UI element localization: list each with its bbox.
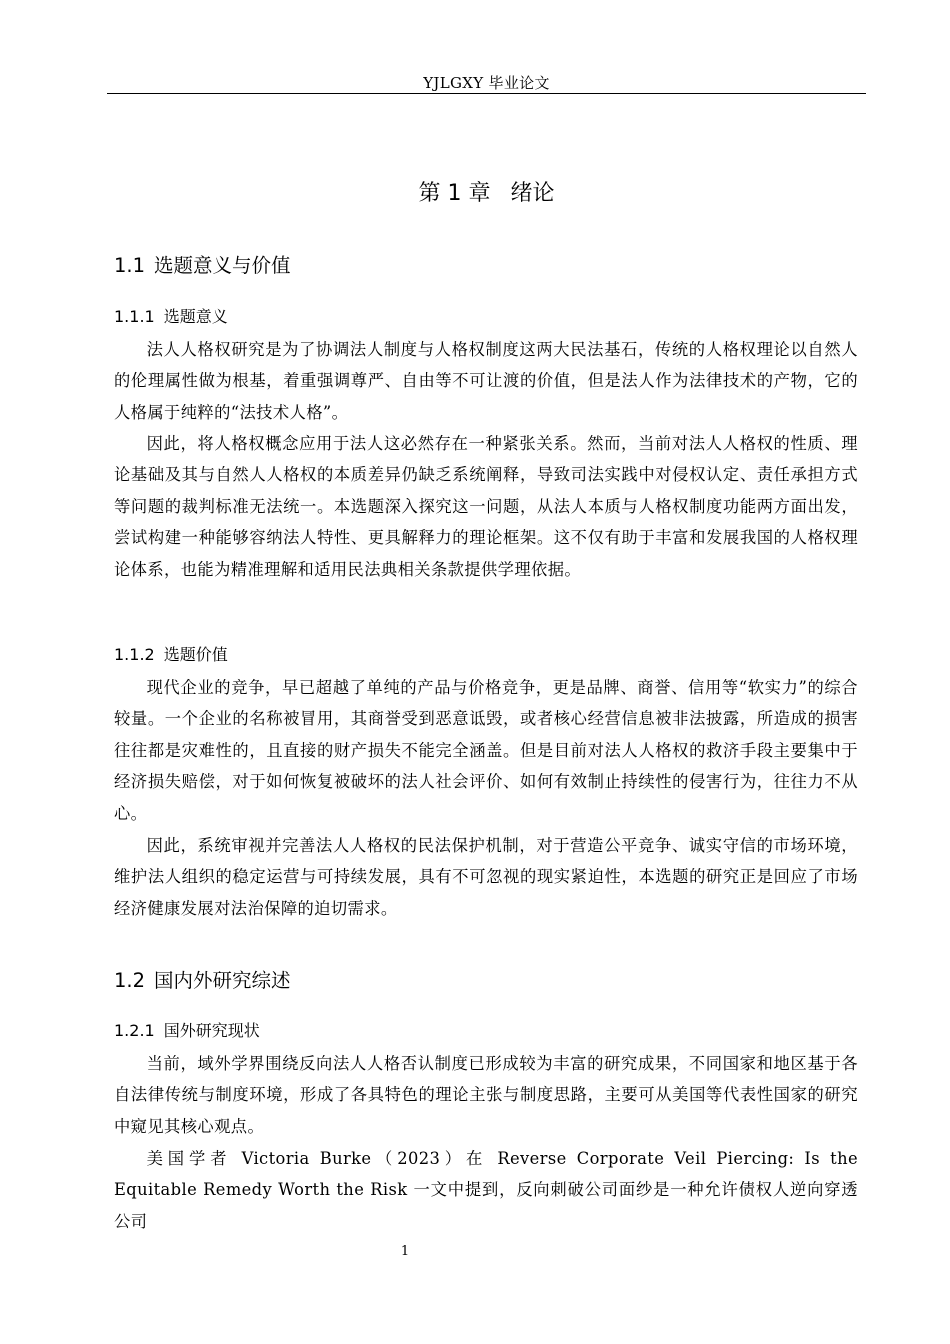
subsection-heading-1-1-1 xyxy=(114,306,228,328)
chapter-title xyxy=(107,180,866,208)
paragraph: 法人人格权研究是为了协调法人制度与人格权制度这两大民法基石，传统的人格权理论以自然人的伦理属性做为根基，着重强调尊严、自由等不可让渡的价值，但是法人作为法律技术的产物，它的人格属于纯粹的“法技术人格”。 xyxy=(114,340,858,422)
section-number: 1.2 xyxy=(114,969,146,992)
section-heading-1-2 xyxy=(114,968,291,994)
section-heading-1-1 xyxy=(114,253,291,279)
subsection-number: 1.1.2 xyxy=(114,645,155,664)
running-header: YJLGXY 毕业论文 xyxy=(423,74,550,92)
subsection-title: 国外研究现状 xyxy=(163,1021,260,1040)
subsection-number: 1.2.1 xyxy=(114,1021,155,1040)
section-title: 国内外研究综述 xyxy=(154,969,291,992)
chapter-name: 绪论 xyxy=(510,181,555,206)
page-number: 1 xyxy=(400,1244,410,1259)
subsection-heading-1-2-1 xyxy=(114,1020,260,1042)
chapter-number: 第 1 章 xyxy=(418,181,491,206)
subsection-title: 选题价值 xyxy=(163,645,228,664)
subsection-number: 1.1.1 xyxy=(114,307,155,326)
section-title: 选题意义与价值 xyxy=(154,254,291,277)
paragraph: 因此，系统审视并完善法人人格权的民法保护机制，对于营造公平竞争、诚实守信的市场环境，维护法人组织的稳定运营与可持续发展，具有不可忽视的现实紧迫性，本选题的研究正是回应了市场经济健康发展对法治保障的迫切需求。 xyxy=(114,836,858,918)
paragraph: 现代企业的竞争，早已超越了单纯的产品与价格竞争，更是品牌、商誉、信用等“软实力”的综合较量。一个企业的名称被冒用，其商誉受到恶意诋毁，或者核心经营信息被非法披露，所造成的损害往往都是灾难性的，且直接的财产损失不能完全涵盖。但是目前对法人人格权的救济手段主要集中于经济损失赔偿，对于如何恢复被破坏的法人社会评价、如何有效制止持续性的侵害行为，往往力不从心。 xyxy=(114,678,858,823)
paragraph: 当前，域外学界围绕反向法人人格否认制度已形成较为丰富的研究成果，不同国家和地区基于各自法律传统与制度环境，形成了各具特色的理论主张与制度思路，主要可从美国等代表性国家的研究中窥见其核心观点。 xyxy=(114,1054,858,1136)
paragraph: 因此，将人格权概念应用于法人这必然存在一种紧张关系。然而，当前对法人人格权的性质、理论基础及其与自然人人格权的本质差异仍缺乏系统阐释，导致司法实践中对侵权认定、责任承担方式等问题的裁判标准无法统一。本选题深入探究这一问题，从法人本质与人格权制度功能两方面出发，尝试构建一种能够容纳法人特性、更具解释力的理论框架。这不仅有助于丰富和发展我国的人格权理论体系，也能为精准理解和适用民法典相关条款提供学理依据。 xyxy=(114,434,858,579)
paragraph: 美国学者 Victoria Burke（2023）在 Reverse Corporate Veil Piercing: Is the Equitable Remedy Worth the Risk 一文中提到，反向刺破公司面纱是一种允许债权人逆向穿透公司 xyxy=(114,1149,858,1231)
section-number: 1.1 xyxy=(114,254,146,277)
header-rule xyxy=(107,93,866,94)
subsection-heading-1-1-2 xyxy=(114,644,228,666)
subsection-title: 选题意义 xyxy=(163,307,228,326)
